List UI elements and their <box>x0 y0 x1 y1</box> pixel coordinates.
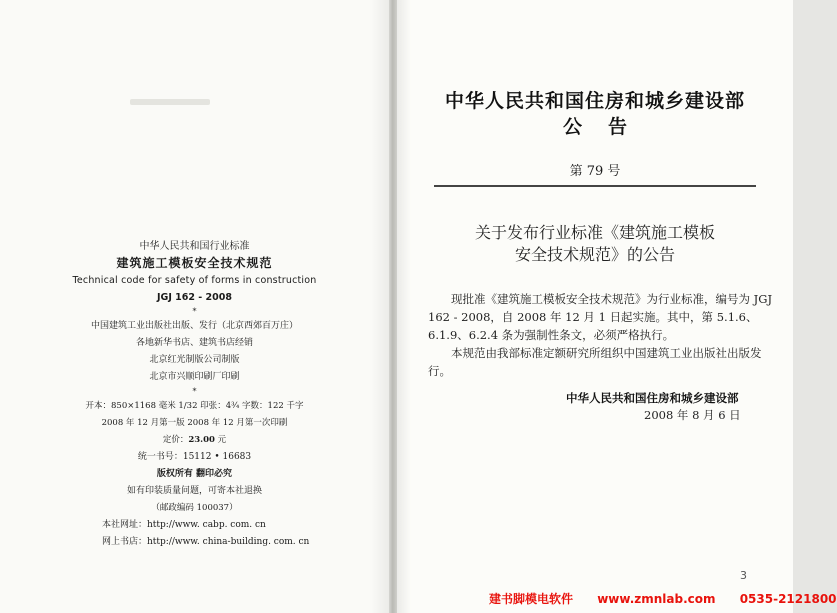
book-spine <box>389 0 397 613</box>
printer-line: 北京市兴顺印刷厂印刷 <box>149 372 240 382</box>
announcement-number: 第 79 号 <box>569 164 621 179</box>
price-unit: 元 <box>214 435 227 445</box>
issue-date: 2008 年 8 月 6 日 <box>644 408 741 422</box>
isbn-line: 统一书号：15112 • 16683 <box>137 452 252 462</box>
separator-star: * <box>192 307 197 316</box>
announcement-subject <box>397 222 793 266</box>
postcode-line: （邮政编码 100037） <box>151 503 238 513</box>
edition-line: 2008 年 12 月第一版 2008 年 12 月第一次印刷 <box>101 418 288 428</box>
announcement-body <box>428 290 774 380</box>
book-title-cn: 建筑施工模板安全技术规范 <box>116 256 273 270</box>
publisher-line: 中国建筑工业出版社出版、发行（北京西郊百万庄） <box>90 321 298 331</box>
issuing-ministry: 中华人民共和国住房和城乡建设部 <box>444 90 745 112</box>
watermark-phone: 0535-2121800 <box>739 592 837 606</box>
separator-star: * <box>192 387 197 396</box>
online-bookstore: 网上书店：http://www. china-building. com. cn <box>102 537 310 547</box>
faded-mark <box>130 99 210 105</box>
price-value: 23.00 <box>188 435 215 445</box>
signer: 中华人民共和国住房和城乡建设部 <box>566 391 739 405</box>
book-title-en: Technical code for safety of forms in construction <box>72 275 317 286</box>
distributor-line: 各地新华书店、建筑书店经销 <box>135 338 253 348</box>
heading-divider <box>434 185 756 187</box>
return-note: 如有印装质量问题，可寄本社退换 <box>126 486 262 496</box>
price-label: 定价： <box>162 435 189 445</box>
standard-series: 中华人民共和国行业标准 <box>139 241 250 252</box>
format-specs: 开本：850×1168 毫米 1/32 印张：4¾ 字数：122 千字 <box>85 401 304 411</box>
subject-line: 安全技术规范》的公告 <box>514 245 675 264</box>
publisher-website: 本社网址：http://www. cabp. com. cn <box>102 520 266 530</box>
standard-code: JGJ 162 - 2008 <box>156 292 232 303</box>
page-number: 3 <box>740 569 747 582</box>
announcement-heading: 公告 <box>562 116 653 138</box>
price-line <box>0 432 389 449</box>
typesetter-line: 北京红光制版公司制版 <box>149 355 240 365</box>
watermark-url: www.zmnlab.com <box>597 592 716 606</box>
body-paragraph: 现批准《建筑施工模板安全技术规范》为行业标准，编号为 JGJ 162 - 2008，自 2008 年 12 月 1 日起实施。其中，第 5.1.6、6.1.9、6.2.4 条为强制性条文，必须严格执行。 <box>428 292 773 342</box>
subject-line: 关于发布行业标准《建筑施工模板 <box>474 223 715 242</box>
rights-line: 版权所有 翻印必究 <box>156 469 233 479</box>
body-paragraph: 本规范由我部标准定额研究所组织中国建筑工业出版社出版发行。 <box>428 346 762 378</box>
watermark-banner <box>489 590 837 607</box>
watermark-name: 建书脚模电软件 <box>489 592 574 606</box>
copyright-colophon <box>0 238 389 551</box>
